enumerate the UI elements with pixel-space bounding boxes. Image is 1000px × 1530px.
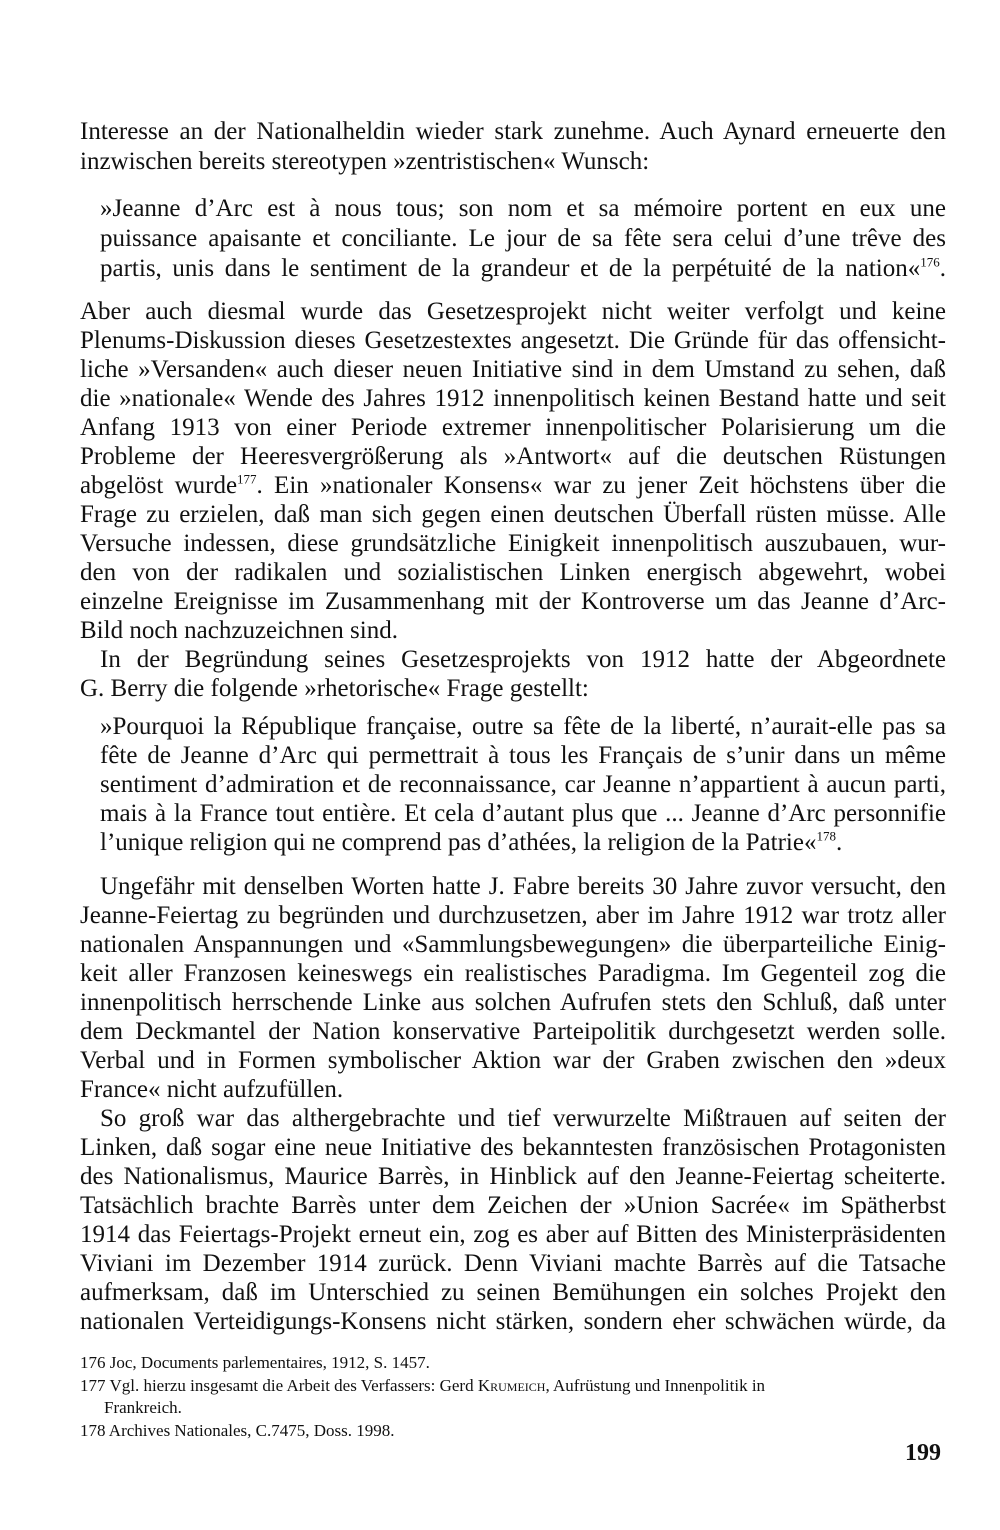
quote-text: partis, unis dans le sentiment de la grandeur et de la perpétuité de la nation« [100, 255, 921, 282]
body-line: innenpolitisch herrschende Linke aus solchen Aufrufen stets den Schluß, daß unter [80, 989, 946, 1016]
body-line: 1914 das Feiertags-Projekt erneut ein, zog es aber auf Bitten des Ministerpräsidenten [80, 1221, 946, 1248]
body-line: Versuche indessen, diese grundsätzliche Einigkeit innenpolitisch auszubauen, wur- [80, 530, 946, 557]
body-line: liche »Versanden« auch dieser neuen Initiative sind in dem Umstand zu sehen, daß [80, 356, 946, 383]
body-line: Aber auch diesmal wurde das Gesetzesprojekt nicht weiter verfolgt und keine [80, 298, 946, 325]
footnote-177-cont: Frankreich. [104, 1398, 182, 1417]
quote-line: »Pourquoi la République française, outre sa fête de la liberté, n’aurait-elle pas sa [100, 713, 946, 740]
body-line: die »nationale« Wende des Jahres 1912 innenpolitisch keinen Bestand hatte und seit [80, 385, 946, 412]
body-line: nationalen Verteidigungs-Konsens nicht stärken, sondern eher schwächen würde, da [80, 1308, 946, 1335]
quote-line: »Jeanne d’Arc est à nous tous; son nom et sa mémoire portent en eux une [100, 195, 946, 222]
footnote-ref-177[interactable]: 177 [237, 471, 257, 487]
body-line: Probleme der Heeresvergrößerung als »Antwort« auf die deutschen Rüstungen [80, 443, 946, 470]
body-line: des Nationalismus, Maurice Barrès, in Hinblick auf den Jeanne-Feiertag scheiterte. [80, 1163, 946, 1190]
quote-text-tail: . [939, 255, 946, 282]
footnote-text: 177 Vgl. hierzu insgesamt die Arbeit des Verfassers: Gerd [80, 1376, 478, 1395]
body-line: inzwischen bereits stereotypen »zentristischen« Wunsch: [80, 148, 650, 175]
page-number: 199 [905, 1440, 941, 1466]
body-line: Bild noch nachzuzeichnen sind. [80, 617, 398, 644]
quote-line [100, 828, 946, 858]
body-line: Viviani im Dezember 1914 zurück. Denn Viviani machte Barrès auf die Tatsache [80, 1250, 946, 1277]
body-text-tail: . Ein »nationaler Konsens« war zu jener Zeit höchstens über die [256, 472, 946, 499]
footnote-178: 178 Archives Nationales, C.7475, Doss. 1998. [80, 1421, 395, 1440]
body-line: In der Begründung seines Gesetzesprojekts von 1912 hatte der Abgeordnete [100, 646, 946, 673]
body-line: aufmerksam, daß im Unterschied zu seinen Bemühungen ein solches Projekt den [80, 1279, 946, 1306]
body-line: Ungefähr mit denselben Worten hatte J. Fabre bereits 30 Jahre zuvor versucht, den [100, 873, 946, 900]
body-line: nationalen Anspannungen und «Sammlungsbewegungen» die überparteiliche Einig- [80, 931, 946, 958]
body-line: Plenums-Diskussion dieses Gesetzestextes angesetzt. Die Gründe für das offensicht- [80, 327, 946, 354]
body-line: keit aller Franzosen keineswegs ein realistisches Paradigma. Im Gegenteil zog die [80, 960, 946, 987]
body-line [80, 471, 946, 501]
quote-line: mais à la France tout entière. Et cela d’autant plus que ... Jeanne d’Arc personnifie [100, 800, 946, 827]
body-line: Jeanne-Feiertag zu begründen und durchzusetzen, aber im Jahre 1912 war trotz aller [80, 902, 946, 929]
body-line: G. Berry die folgende »rhetorische« Frage gestellt: [80, 675, 589, 702]
body-line: Anfang 1913 von einer Periode extremer innenpolitischer Polarisierung um die [80, 414, 946, 441]
body-line: Frage zu erzielen, daß man sich gegen einen deutschen Überfall rüsten müsse. Alle [80, 501, 946, 528]
body-line: Linken, daß sogar eine neue Initiative des bekanntesten französischen Protagonisten [80, 1134, 946, 1161]
body-line: France« nicht aufzufüllen. [80, 1076, 344, 1103]
body-line: So groß war das althergebrachte und tief verwurzelte Mißtrauen auf seiten der [100, 1105, 946, 1132]
body-text: abgelöst wurde [80, 472, 238, 499]
footnote-ref-178[interactable]: 178 [816, 828, 836, 844]
quote-line: fête de Jeanne d’Arc qui permettrait à tous les Français de s’unir dans un même [100, 742, 946, 769]
footnote-text-tail: , Aufrüstung und Innenpolitik in [545, 1376, 766, 1395]
body-line: einzelne Ereignisse im Zusammenhang mit der Kontroverse um das Jeanne d’Arc- [80, 588, 946, 615]
footnote-177 [80, 1375, 946, 1397]
body-line: dem Deckmantel der Nation konservative Parteipolitik durchgesetzt werden solle. [80, 1018, 946, 1045]
body-line: Verbal und in Formen symbolischer Aktion war der Graben zwischen den »deux [80, 1047, 946, 1074]
quote-text-tail: . [835, 829, 843, 856]
body-line: Tatsächlich brachte Barrès unter dem Zeichen der »Union Sacrée« im Spätherbst [80, 1192, 946, 1219]
footnote-ref-176[interactable]: 176 [920, 254, 940, 270]
quote-text: l’unique religion qui ne comprend pas d’athées, la religion de la Patrie« [100, 829, 817, 856]
body-line: den von der radikalen und sozialistischen Linken energisch abgewehrt, wobei [80, 559, 946, 586]
footnote-176: 176 Joc, Documents parlementaires, 1912, S. 1457. [80, 1353, 430, 1372]
quote-line [100, 254, 946, 284]
quote-line: puissance apaisante et conciliante. Le jour de sa fête sera celui d’une trêve des [100, 225, 946, 252]
quote-line: sentiment d’admiration et de reconnaissance, car Jeanne n’appartient à aucun parti, [100, 771, 946, 798]
author-name: Krumeich [477, 1376, 546, 1395]
body-line: Interesse an der Nationalheldin wieder stark zunehme. Auch Aynard erneuerte den [80, 118, 946, 145]
